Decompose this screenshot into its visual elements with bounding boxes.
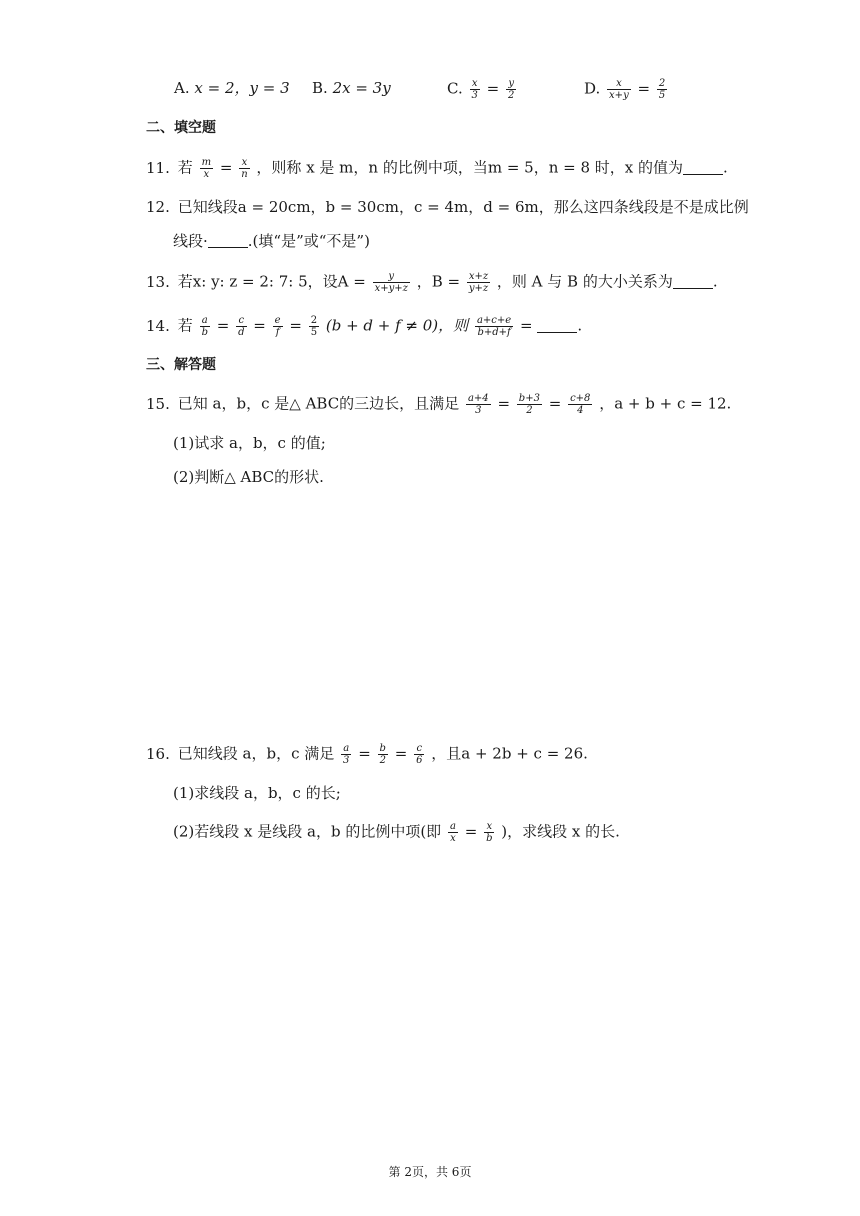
fraction: $\frac{x}{b}$ xyxy=(486,821,493,844)
fraction: $\frac{2}{5}$ xyxy=(310,315,318,338)
fraction: $\frac{c+8}{4}$ xyxy=(570,393,591,416)
equals: = xyxy=(289,316,307,335)
equals: = xyxy=(464,822,483,841)
equals: = xyxy=(394,744,413,763)
question-16-part-1: (1)求线段 a，b，c 的长; xyxy=(173,784,341,802)
fraction: $\frac{x}{n}$ xyxy=(241,157,248,180)
choice-a-label: A. xyxy=(174,79,190,97)
question-11 xyxy=(146,157,728,180)
question-text: 已知线段a = 20cm，b = 30cm，c = 4m，d = 6m，那么这四条线段是不是成比例 xyxy=(177,198,749,216)
question-text: ，则称 x 是 m，n 的比例中项，当m = 5，n = 8 时，x 的值为 xyxy=(256,158,684,177)
question-number: 13. xyxy=(146,272,170,291)
equals: = xyxy=(219,158,238,177)
question-text: ，则 A 与 B 的大小关系为 xyxy=(496,272,673,291)
question-text: .(填“是”或“不是”) xyxy=(247,232,370,250)
question-text: 若x: y: z = 2: 7: 5，设A = xyxy=(177,272,371,291)
answer-blank xyxy=(537,318,577,333)
period: . xyxy=(712,272,718,291)
choice-a xyxy=(174,78,290,98)
equals: = xyxy=(358,744,376,763)
answer-blank xyxy=(683,160,723,175)
choice-a-text: x = 2，y = 3 xyxy=(194,79,290,97)
question-text: 线段· xyxy=(173,232,208,250)
period: . xyxy=(577,316,583,335)
fraction: $\frac{b+3}{2}$ xyxy=(518,393,540,416)
fraction: $\frac{a+4}{3}$ xyxy=(467,393,489,416)
question-15-part-1: (1)试求 a，b，c 的值; xyxy=(173,434,326,452)
question-number: 16. xyxy=(146,744,170,763)
choice-c-equals: = xyxy=(486,79,500,98)
fraction: $\frac{y}{x+y+z}$ xyxy=(374,271,408,294)
equals: = xyxy=(253,316,271,335)
choice-d-label: D. xyxy=(584,79,601,98)
fraction: $\frac{a+c+e}{b+d+f}$ xyxy=(476,315,512,338)
choice-c-label: C. xyxy=(447,79,463,98)
question-text: 已知线段 a，b，c 满足 xyxy=(177,744,335,763)
fraction: $\frac{x+z}{y+z}$ xyxy=(468,271,489,294)
fraction: $\frac{a}{3}$ xyxy=(343,743,350,766)
fraction: $\frac{a}{b}$ xyxy=(201,315,208,338)
question-text: 若 xyxy=(177,316,193,335)
question-text: ，且a + 2b + c = 26. xyxy=(431,744,588,763)
equals: = xyxy=(216,316,235,335)
equals: = xyxy=(519,316,538,335)
question-number: 15. xyxy=(146,394,170,413)
choice-b-label: B. xyxy=(312,79,328,97)
question-text: (2)若线段 x 是线段 a，b 的比例中项(即 xyxy=(173,822,442,841)
question-number: 11. xyxy=(146,158,170,177)
question-15 xyxy=(146,393,731,416)
question-12-line-2 xyxy=(173,231,370,251)
question-13 xyxy=(146,271,718,294)
choice-c-fraction-left: $\frac{x}{3}$ xyxy=(471,78,478,101)
question-text: ，a + b + c = 12. xyxy=(599,394,732,413)
fraction: $\frac{b}{2}$ xyxy=(379,743,386,766)
choice-d xyxy=(584,78,669,101)
choice-b xyxy=(312,78,391,98)
question-15-part-2: (2)判断△ ABC的形状. xyxy=(173,468,324,486)
question-14 xyxy=(146,315,582,338)
fraction: $\frac{c}{6}$ xyxy=(416,743,423,766)
question-text: 已知 a，b，c 是△ ABC的三边长，且满足 xyxy=(177,394,460,413)
choice-c xyxy=(447,78,518,101)
section-answer-heading: 三、解答题 xyxy=(146,357,216,373)
section-fill-in-heading: 二、填空题 xyxy=(146,120,216,136)
question-number: 12. xyxy=(146,198,170,216)
question-16 xyxy=(146,743,588,766)
equals: = xyxy=(497,394,515,413)
equals: = xyxy=(548,394,567,413)
page-footer: 第 2页，共 6页 xyxy=(388,1165,472,1179)
question-text: )，求线段 x 的长. xyxy=(501,822,620,841)
question-text: 若 xyxy=(177,158,193,177)
question-12 xyxy=(146,197,749,217)
choice-d-fraction-left: $\frac{x}{x+y}$ xyxy=(609,78,629,101)
choice-c-fraction-right: $\frac{y}{2}$ xyxy=(508,78,515,101)
fraction: $\frac{c}{d}$ xyxy=(238,315,245,338)
choice-b-text: 2x = 3y xyxy=(332,79,391,97)
fraction: $\frac{m}{x}$ xyxy=(201,157,212,180)
choice-d-equals: = xyxy=(637,79,651,98)
question-text: ，B = xyxy=(416,272,465,291)
question-text: (b + d + f ≠ 0)，则 xyxy=(325,316,469,335)
fraction: $\frac{a}{x}$ xyxy=(449,821,456,844)
question-number: 14. xyxy=(146,316,170,335)
fraction: $\frac{e}{f}$ xyxy=(274,315,281,338)
period: . xyxy=(723,158,728,177)
answer-blank xyxy=(208,233,248,248)
question-16-part-2 xyxy=(173,821,620,844)
choice-d-fraction-right: $\frac{2}{5}$ xyxy=(658,78,666,101)
answer-blank xyxy=(673,274,713,289)
